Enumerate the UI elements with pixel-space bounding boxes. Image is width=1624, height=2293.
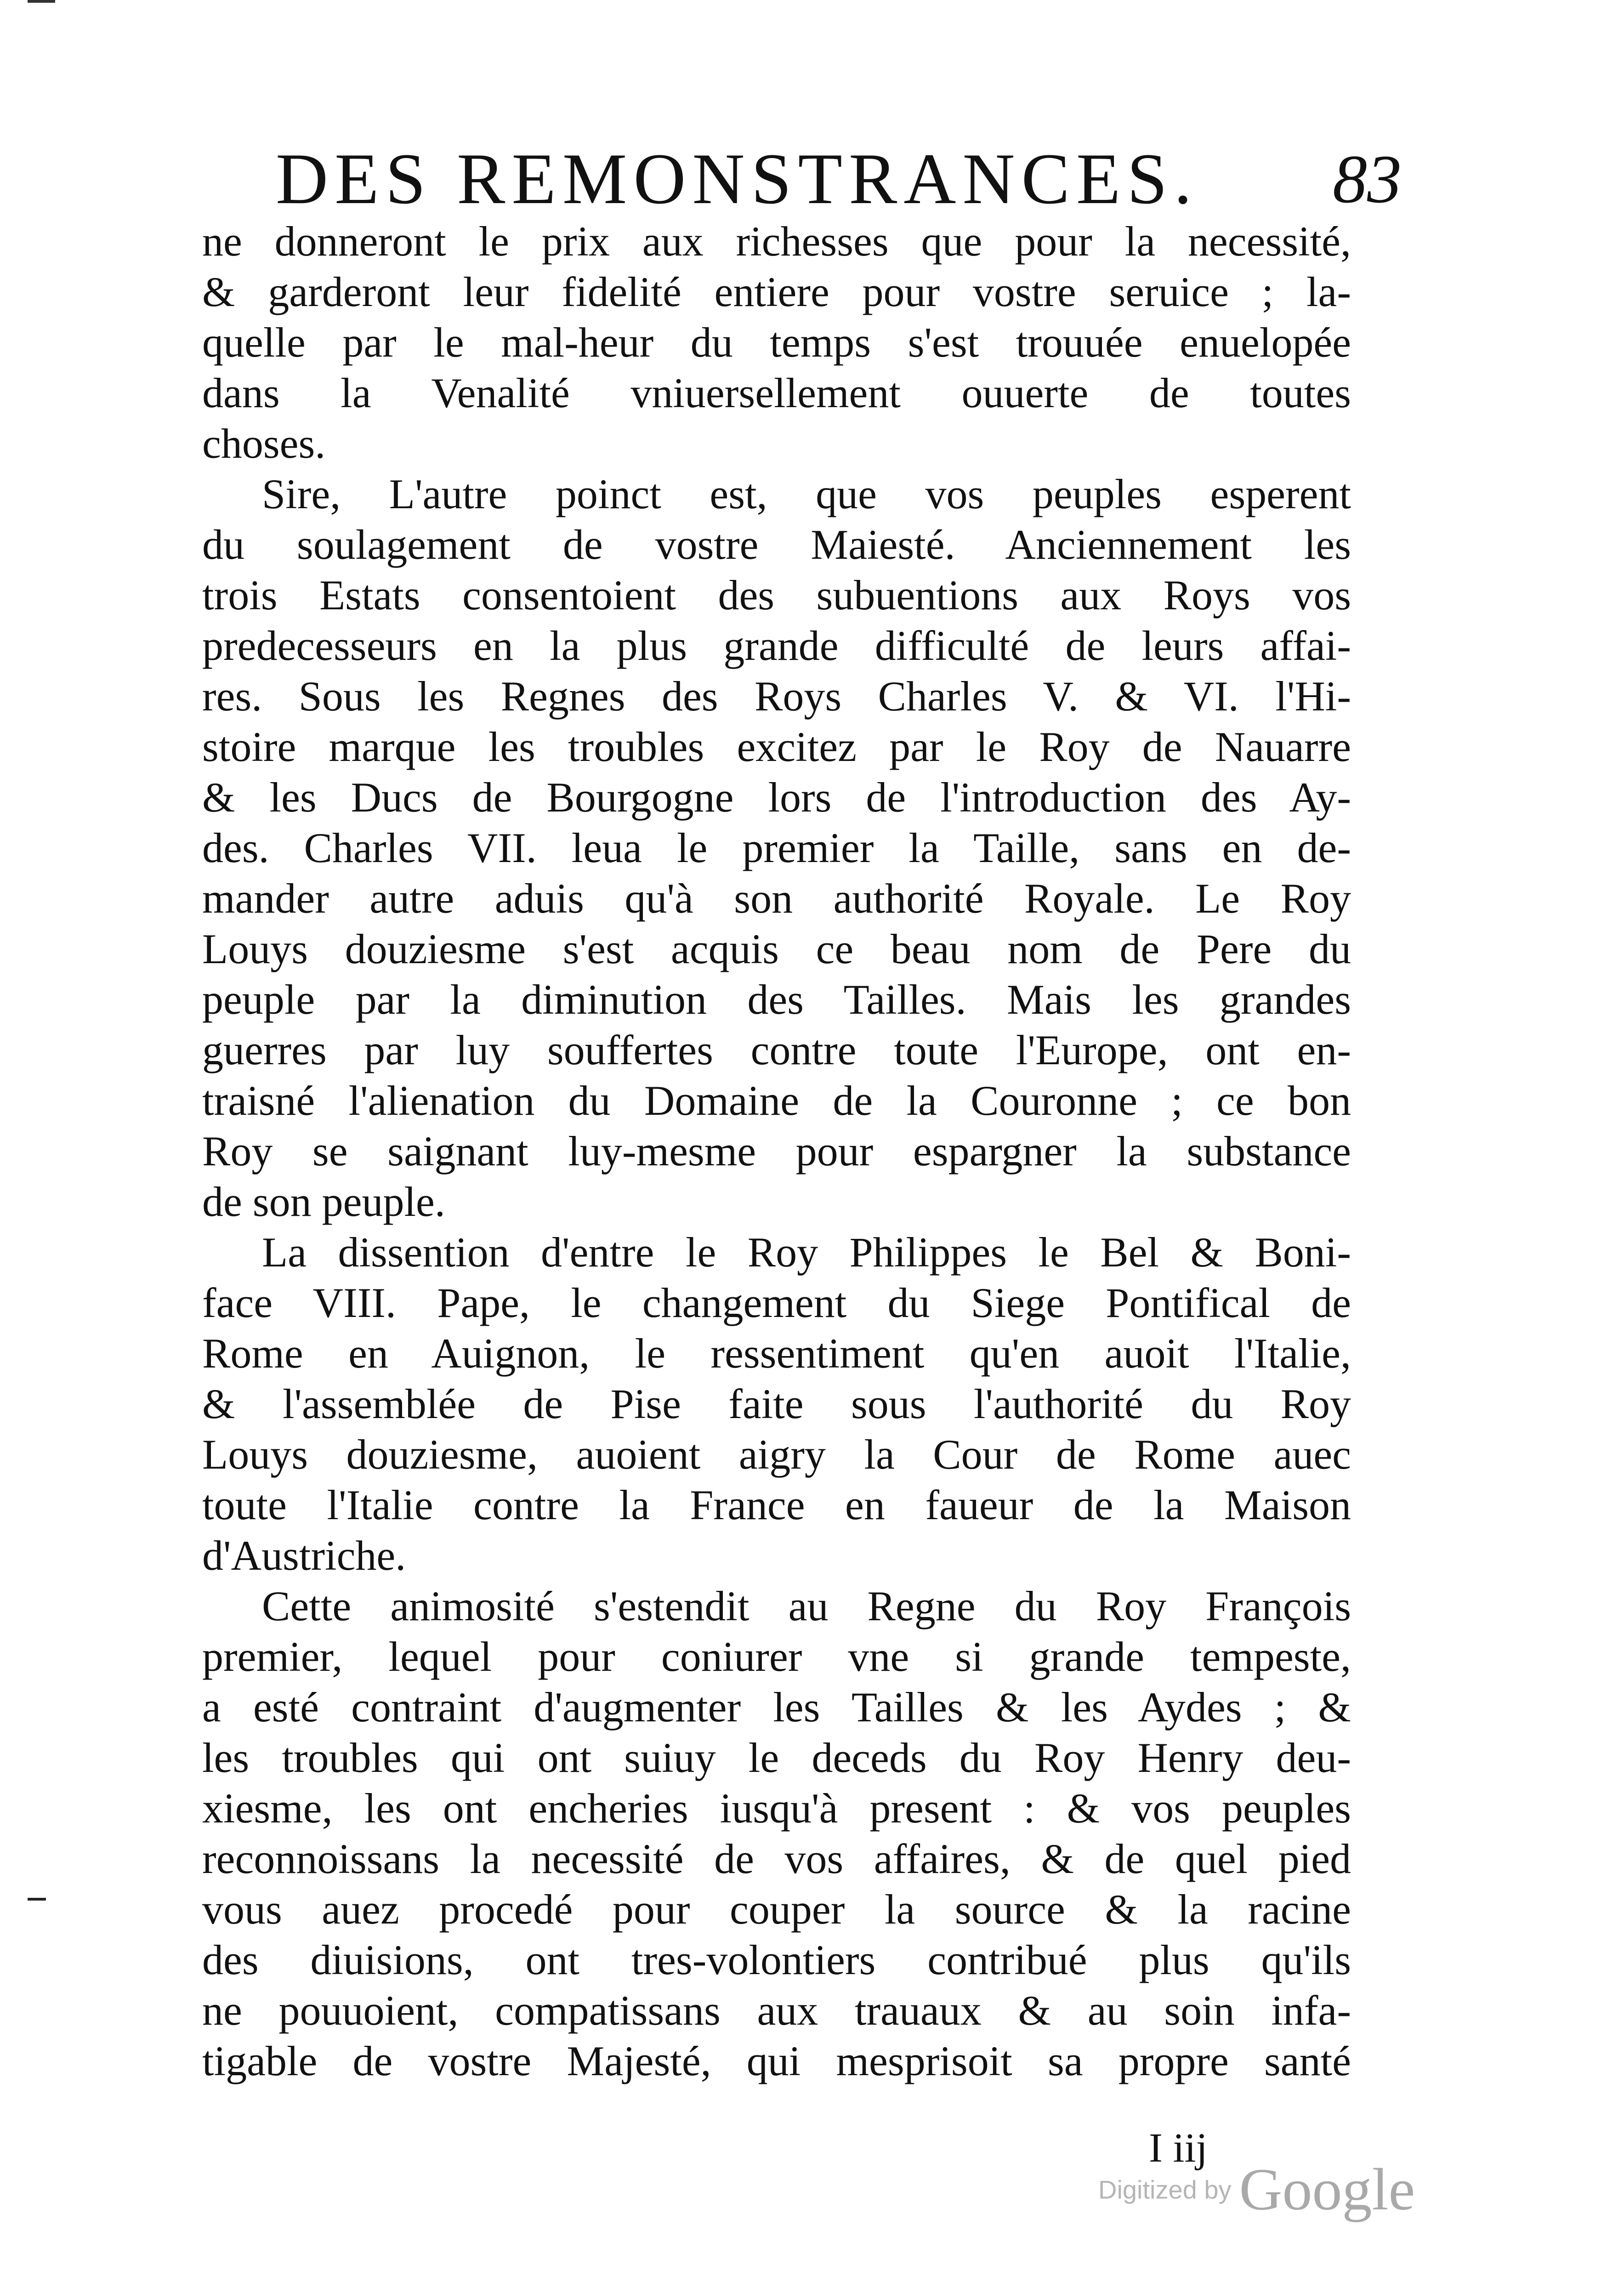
text-line: Rome en Auignon, le ressentiment qu'en auoit l'Italie,	[202, 1330, 1351, 1377]
text-line: premier, lequel pour coniurer vne si grande tempeste,	[202, 1633, 1351, 1680]
text-line: a esté contraint d'augmenter les Tailles & les Aydes ; &	[202, 1684, 1351, 1731]
margin-dash	[28, 1898, 46, 1901]
top-edge-mark	[28, 0, 55, 3]
signature-mark: I iij	[1149, 2125, 1208, 2171]
text-line: Cette animosité s'estendit au Regne du Roy François	[262, 1583, 1351, 1629]
text-line: des diuisions, ont tres-volontiers contribué plus qu'ils	[202, 1936, 1351, 1983]
text-line: Louys douziesme, auoient aigry la Cour de Rome auec	[202, 1431, 1351, 1478]
text-line: d'Austriche.	[202, 1532, 406, 1579]
text-line: ne pouuoient, compatissans aux trauaux & au soin infa-	[202, 1987, 1351, 2034]
page-number: 83	[1333, 141, 1402, 217]
running-title: DES REMONSTRANCES.	[276, 139, 1198, 219]
text-line: dans la Venalité vniuersellement ouuerte de toutes	[202, 369, 1351, 416]
text-line: La dissention d'entre le Roy Philippes le Bel & Boni-	[262, 1229, 1351, 1276]
text-line: predecesseurs en la plus grande difficulté de leurs affai-	[202, 622, 1351, 669]
text-line: & garderont leur fidelité entiere pour vostre seruice ; la-	[202, 268, 1351, 315]
body-text	[202, 216, 1351, 2086]
text-line: du soulagement de vostre Maiesté. Anciennement les	[202, 521, 1351, 568]
text-line: les troubles qui ont suiuy le deceds du Roy Henry deu-	[202, 1734, 1351, 1781]
watermark-prefix: Digitized by	[1098, 2175, 1232, 2204]
text-line: xiesme, les ont encheries iusqu'à present : & vos peuples	[202, 1785, 1351, 1832]
text-line: de son peuple.	[202, 1178, 445, 1225]
text-line: & les Ducs de Bourgogne lors de l'introduction des Ay-	[202, 774, 1351, 821]
text-line: quelle par le mal-heur du temps s'est trouuée enuelopée	[202, 319, 1351, 366]
text-line: des. Charles VII. leua le premier la Taille, sans en de-	[202, 824, 1351, 871]
text-line: Roy se saignant luy-mesme pour espargner la substance	[202, 1128, 1351, 1175]
text-line: stoire marque les troubles excitez par le Roy de Nauarre	[202, 723, 1351, 770]
text-line: ne donneront le prix aux richesses que pour la necessité,	[202, 218, 1351, 265]
text-line: trois Estats consentoient des subuentions aux Roys vos	[202, 572, 1351, 619]
digitization-watermark	[1098, 2155, 1415, 2223]
text-line: guerres par luy souffertes contre toute l'Europe, ont en-	[202, 1027, 1351, 1073]
text-line: mander autre aduis qu'à son authorité Royale. Le Roy	[202, 875, 1351, 922]
text-line: traisné l'alienation du Domaine de la Couronne ; ce bon	[202, 1077, 1351, 1124]
text-line: Sire, L'autre poinct est, que vos peuples esperent	[262, 471, 1351, 517]
text-line: choses.	[202, 420, 326, 467]
text-line: & l'assemblée de Pise faite sous l'authorité du Roy	[202, 1380, 1351, 1427]
text-line: vous auez procedé pour couper la source & la racine	[202, 1886, 1351, 1933]
text-line: peuple par la diminution des Tailles. Mais les grandes	[202, 976, 1351, 1023]
text-line: face VIII. Pape, le changement du Siege Pontifical de	[202, 1279, 1351, 1326]
watermark-brand: Google	[1239, 2157, 1415, 2223]
text-line: Louys douziesme s'est acquis ce beau nom de Pere du	[202, 925, 1351, 972]
text-line: toute l'Italie contre la France en faueur de la Maison	[202, 1481, 1351, 1528]
text-line: reconnoissans la necessité de vos affaires, & de quel pied	[202, 1835, 1351, 1882]
text-line: tigable de vostre Majesté, qui mesprisoit sa propre santé	[202, 2038, 1351, 2084]
running-header	[276, 138, 1402, 221]
text-line: res. Sous les Regnes des Roys Charles V. & VI. l'Hi-	[202, 673, 1351, 720]
